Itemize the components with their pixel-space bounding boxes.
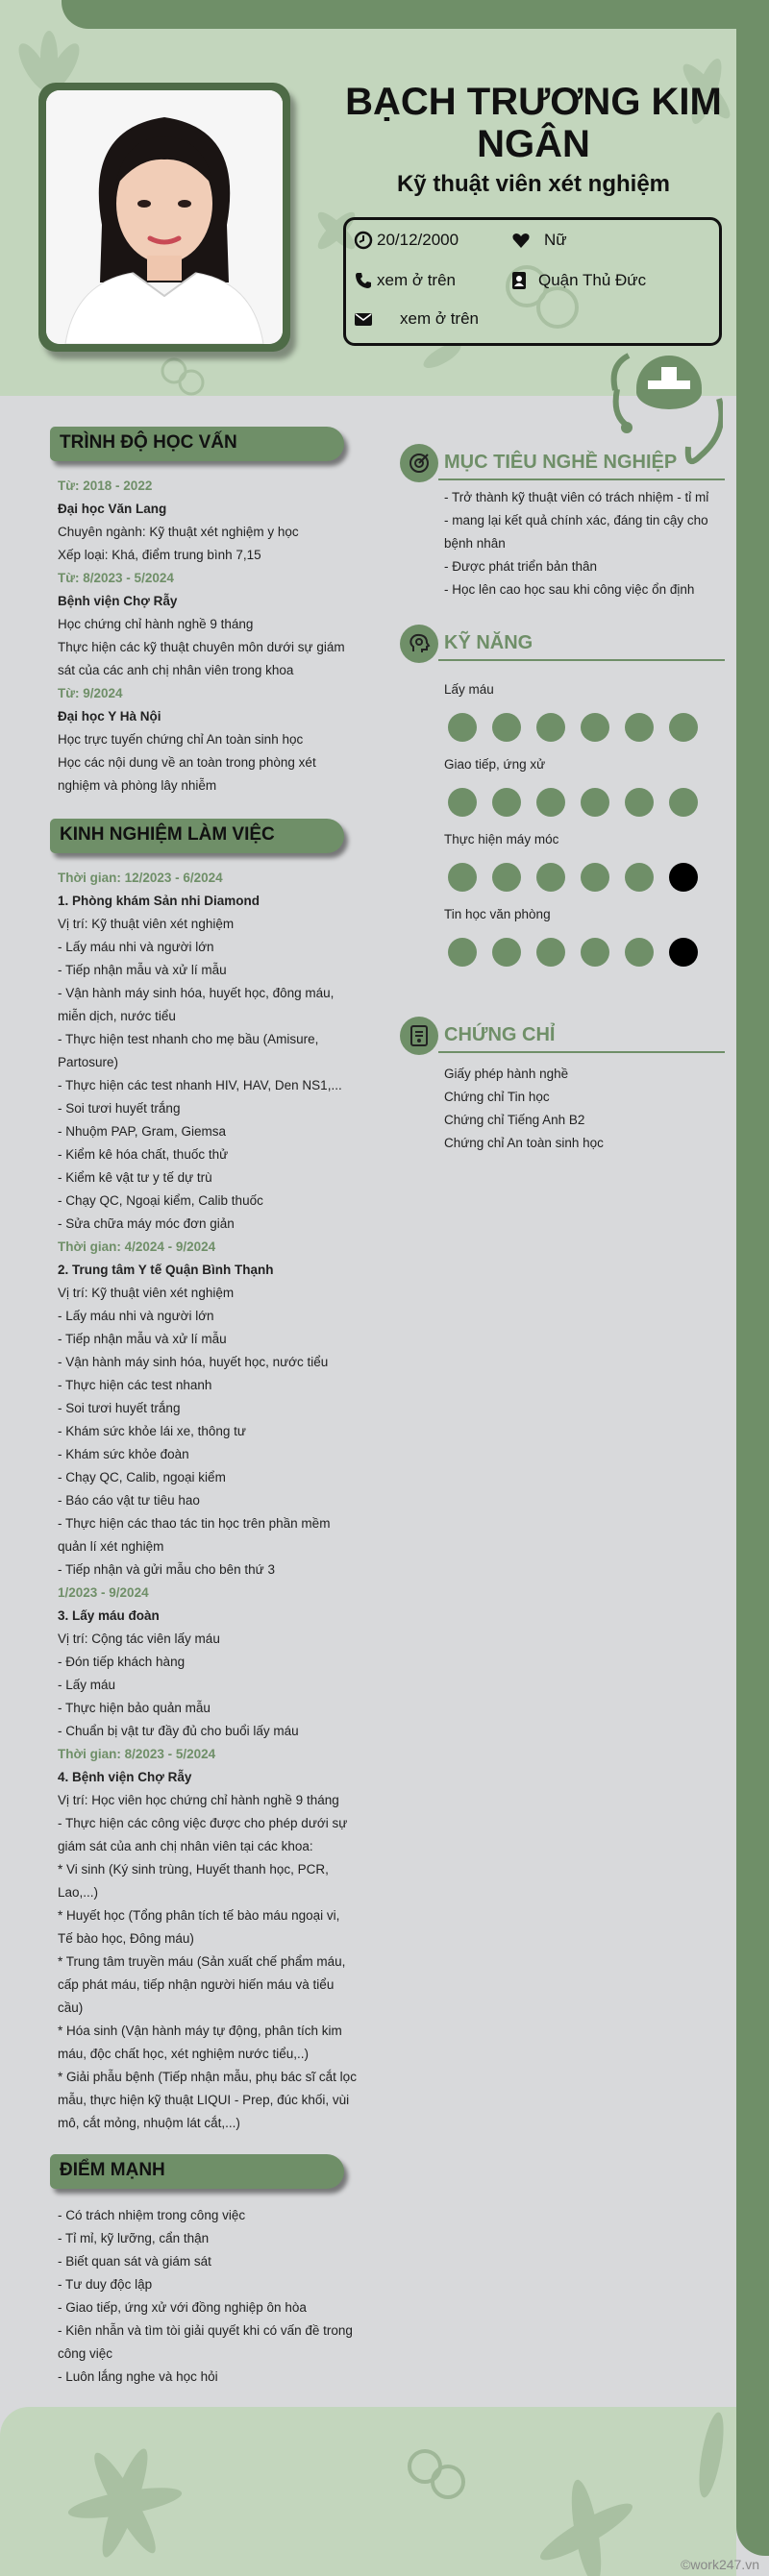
- job-line: - Thực hiện các test nhanh HIV, HAV, Den NS1,...: [58, 1078, 342, 1092]
- gender-info: [509, 231, 567, 250]
- skill-name: Giao tiếp, ứng xử: [444, 757, 546, 772]
- job-line: - Chạy QC, Ngoại kiểm, Calib thuốc: [58, 1193, 263, 1208]
- objective-section-header: [400, 444, 725, 482]
- skill-dot-filled: [669, 788, 698, 817]
- section-divider: [438, 478, 725, 480]
- job-place: 4. Bệnh viện Chợ Rẫy: [58, 1770, 192, 1784]
- certificate-item: Giấy phép hành nghề: [444, 1067, 569, 1081]
- job-line: - Lấy máu nhi và người lớn: [58, 1309, 214, 1323]
- education-time: Từ: 9/2024: [58, 686, 123, 700]
- job-line: - Tiếp nhận và gửi mẫu cho bên thứ 3: [58, 1562, 275, 1577]
- address-text: Quận Thủ Đức: [538, 271, 647, 289]
- objective-item: - Được phát triển bản thân: [444, 559, 597, 574]
- certificates-section-header: [400, 1017, 725, 1055]
- skill-name: Lấy máu: [444, 682, 494, 697]
- skill-rating: [448, 713, 698, 742]
- job-line: - Lấy máu: [58, 1678, 116, 1692]
- job-line: - Vận hành máy sinh hóa, huyết học, đông máu, miễn dịch, nước tiểu: [58, 986, 335, 1023]
- strength-item: - Kiên nhẫn và tìm tòi giải quyết khi có vấn đề trong công việc: [58, 2323, 353, 2361]
- phone-text: xem ở trên: [377, 271, 457, 289]
- job-line: * Giải phẫu bệnh (Tiếp nhận mẫu, phụ bác sĩ cắt lọc mẫu, thực hiện kỹ thuật LIQUI - Prep, đúc khối, vùi mô, cắt mỏng, nhuộm lát cắt,...): [58, 2070, 357, 2130]
- leaf-decoration-icon: [58, 2436, 192, 2570]
- job-line: - Kiểm kê vật tư y tế dự trù: [58, 1170, 212, 1185]
- job-line: Vị trí: Cộng tác viên lấy máu: [58, 1631, 220, 1646]
- certificates-title: CHỨNG CHỈ: [444, 1024, 556, 1045]
- strength-item: - Có trách nhiệm trong công việc: [58, 2208, 246, 2222]
- phone-info: [354, 271, 456, 290]
- watermark: ©work247.vn: [681, 2557, 759, 2572]
- job-time: Thời gian: 8/2023 - 5/2024: [58, 1747, 216, 1761]
- strength-item: - Giao tiếp, ứng xử với đồng nghiệp ôn hòa: [58, 2300, 307, 2315]
- skill-dot-filled: [669, 713, 698, 742]
- name-line-2: NGÂN: [477, 123, 590, 165]
- skill-dot-empty: [669, 863, 698, 892]
- certificate-item: Chứng chỉ Tin học: [444, 1090, 550, 1104]
- job-title: Kỹ thuật viên xét nghiệm: [396, 171, 671, 197]
- education-school: Bệnh viện Chợ Rẫy: [58, 594, 178, 608]
- birthday-info: [354, 231, 459, 250]
- skill-dot-filled: [536, 713, 565, 742]
- job-line: - Kiểm kê hóa chất, thuốc thử: [58, 1147, 229, 1162]
- skill-dot-empty: [669, 938, 698, 967]
- job-line: - Vận hành máy sinh hóa, huyết học, nước tiểu: [58, 1355, 329, 1369]
- strengths-title: ĐIỂM MẠNH: [60, 2160, 165, 2180]
- education-school: Đại học Y Hà Nội: [58, 709, 161, 724]
- experience-section-header: [50, 819, 344, 853]
- education-line: Học chứng chỉ hành nghề 9 tháng: [58, 617, 254, 631]
- candidate-name: [327, 81, 736, 165]
- job-line: - Đón tiếp khách hàng: [58, 1655, 186, 1669]
- leaf-decoration-icon: [673, 2407, 731, 2522]
- skill-dot-filled: [448, 863, 477, 892]
- section-divider: [438, 659, 725, 661]
- job-line: - Tiếp nhận mẫu và xử lí mẫu: [58, 963, 227, 977]
- certificate-item: Chứng chỉ An toàn sinh học: [444, 1136, 604, 1150]
- profile-photo: [46, 90, 283, 344]
- job-line: Vị trí: Kỹ thuật viên xét nghiệm: [58, 917, 235, 931]
- job-line: Vị trí: Học viên học chứng chỉ hành nghề 9 tháng: [58, 1793, 339, 1807]
- right-accent-bar: [736, 0, 769, 2556]
- job-place: 2. Trung tâm Y tế Quận Bình Thạnh: [58, 1263, 274, 1277]
- job-line: - Khám sức khỏe đoàn: [58, 1447, 189, 1461]
- skill-rating: [448, 938, 698, 967]
- skill-dot-filled: [448, 713, 477, 742]
- leaf-decoration-icon: [519, 2465, 654, 2576]
- birthday-text: 20/12/2000: [377, 231, 459, 249]
- strengths-content: [58, 2204, 358, 2389]
- strengths-section-header: [50, 2154, 344, 2189]
- gender-text: Nữ: [544, 231, 567, 249]
- skill-dot-filled: [492, 713, 521, 742]
- experience-title: KINH NGHIỆM LÀM VIỆC: [60, 824, 275, 845]
- education-line: Xếp loại: Khá, điểm trung bình 7,15: [58, 548, 261, 562]
- skill-dot-filled: [625, 788, 654, 817]
- education-line: Chuyên ngành: Kỹ thuật xét nghiệm y học: [58, 525, 299, 539]
- heart-icon: [509, 231, 533, 250]
- skill-name: Thực hiện máy móc: [444, 832, 559, 846]
- job-line: - Soi tươi huyết trắng: [58, 1401, 181, 1415]
- job-line: * Vi sinh (Ký sinh trùng, Huyết thanh học, PCR, Lao,...): [58, 1862, 329, 1900]
- skill-dot-filled: [536, 938, 565, 967]
- skill-dot-filled: [448, 788, 477, 817]
- header: [0, 0, 736, 396]
- email-text: xem ở trên: [400, 309, 480, 328]
- section-divider: [438, 1051, 725, 1053]
- job-line: - Thực hiện test nhanh cho mẹ bầu (Amisure, Partosure): [58, 1032, 319, 1069]
- person-portrait-icon: [46, 90, 283, 344]
- phone-icon: [354, 271, 373, 290]
- skill-dot-filled: [581, 863, 609, 892]
- strength-item: - Luôn lắng nghe và học hỏi: [58, 2369, 218, 2384]
- education-line: Học các nội dung về an toàn trong phòng xét nghiệm và phòng lây nhiễm: [58, 755, 316, 793]
- skill-dot-filled: [625, 713, 654, 742]
- target-icon: [400, 444, 438, 482]
- job-line: - Soi tươi huyết trắng: [58, 1101, 181, 1116]
- objective-content: [444, 486, 723, 601]
- footer-decoration: [0, 2407, 736, 2576]
- skills-section-header: [400, 625, 725, 663]
- skill-dot-filled: [492, 863, 521, 892]
- top-accent-strip: [62, 0, 736, 29]
- certificate-icon: [400, 1017, 438, 1055]
- job-line: - Thực hiện các thao tác tin học trên phần mềm quản lí xét nghiệm: [58, 1516, 331, 1554]
- strength-item: - Tư duy độc lập: [58, 2277, 153, 2292]
- education-title: TRÌNH ĐỘ HỌC VẤN: [60, 432, 237, 453]
- job-line: - Sửa chữa máy móc đơn giản: [58, 1216, 235, 1231]
- name-line-1: BẠCH TRƯƠNG KIM: [345, 81, 722, 123]
- job-time: Thời gian: 12/2023 - 6/2024: [58, 871, 223, 885]
- skill-name: Tin học văn phòng: [444, 907, 551, 921]
- job-time: Thời gian: 4/2024 - 9/2024: [58, 1239, 216, 1254]
- objective-item: - Trở thành kỹ thuật viên có trách nhiệm - tỉ mỉ: [444, 490, 709, 504]
- job-line: - Khám sức khỏe lái xe, thông tư: [58, 1424, 246, 1438]
- email-info: [354, 309, 479, 329]
- job-line: - Lấy máu nhi và người lớn: [58, 940, 214, 954]
- job-line: - Chạy QC, Calib, ngoại kiểm: [58, 1470, 226, 1484]
- job-line: - Thực hiện các công việc được cho phép dưới sự giám sát của anh chị nhân viên tại các khoa:: [58, 1816, 348, 1853]
- certificates-content: [444, 1063, 723, 1155]
- education-school: Đại học Văn Lang: [58, 502, 167, 516]
- education-section-header: [50, 427, 344, 461]
- skill-rating: [448, 863, 698, 892]
- education-content: [58, 475, 358, 797]
- objective-title: MỤC TIÊU NGHỀ NGHIỆP: [444, 452, 678, 473]
- education-time: Từ: 8/2023 - 5/2024: [58, 571, 174, 585]
- skill-dot-filled: [581, 713, 609, 742]
- skill-dot-filled: [492, 788, 521, 817]
- strength-item: - Tỉ mỉ, kỹ lưỡng, cẩn thận: [58, 2231, 210, 2245]
- skill-dot-filled: [536, 788, 565, 817]
- clock-icon: [354, 231, 373, 250]
- experience-content: [58, 867, 358, 2135]
- job-line: * Trung tâm truyền máu (Sản xuất chế phẩm máu, cấp phát máu, tiếp nhận người hiến máu và tiểu cầu): [58, 1954, 346, 2015]
- skill-dot-filled: [581, 788, 609, 817]
- pills-decoration-icon: [159, 356, 207, 396]
- skill-dot-filled: [492, 938, 521, 967]
- job-line: - Báo cáo vật tư tiêu hao: [58, 1493, 200, 1508]
- skill-dot-filled: [448, 938, 477, 967]
- skill-dot-filled: [536, 863, 565, 892]
- job-line: - Tiếp nhận mẫu và xử lí mẫu: [58, 1332, 227, 1346]
- job-line: * Hóa sinh (Vận hành máy tự động, phân tích kim máu, độc chất học, xét nghiệm nước tiểu,..): [58, 2024, 342, 2061]
- objective-item: - Học lên cao học sau khi công việc ổn định: [444, 582, 695, 597]
- address-card-icon: [509, 271, 529, 290]
- objective-item: - mang lại kết quả chính xác, đáng tin cậy cho bệnh nhân: [444, 513, 708, 551]
- skill-dot-filled: [625, 938, 654, 967]
- certificate-item: Chứng chỉ Tiếng Anh B2: [444, 1113, 585, 1127]
- brain-gear-icon: [400, 625, 438, 663]
- job-line: - Thực hiện các test nhanh: [58, 1378, 212, 1392]
- skill-dot-filled: [625, 863, 654, 892]
- pills-decoration-icon: [404, 2445, 471, 2503]
- email-icon: [354, 309, 373, 329]
- address-info: [509, 271, 646, 290]
- education-line: Học trực tuyến chứng chỉ An toàn sinh học: [58, 732, 304, 747]
- education-time: Từ: 2018 - 2022: [58, 478, 153, 493]
- job-line: - Chuẩn bị vật tư đầy đủ cho buổi lấy máu: [58, 1724, 299, 1738]
- job-place: 3. Lấy máu đoàn: [58, 1608, 160, 1623]
- skills-title: KỸ NĂNG: [444, 632, 533, 653]
- job-line: * Huyết học (Tổng phân tích tế bào máu ngoại vi, Tế bào học, Đông máu): [58, 1908, 340, 1946]
- education-line: Thực hiện các kỹ thuật chuyên môn dưới sự giám sát của các anh chị nhân viên trong khoa: [58, 640, 345, 677]
- strength-item: - Biết quan sát và giám sát: [58, 2254, 211, 2269]
- skill-dot-filled: [581, 938, 609, 967]
- job-place: 1. Phòng khám Sản nhi Diamond: [58, 894, 260, 908]
- job-line: Vị trí: Kỹ thuật viên xét nghiệm: [58, 1286, 235, 1300]
- job-line: - Nhuộm PAP, Gram, Giemsa: [58, 1124, 227, 1139]
- job-line: - Thực hiện bảo quản mẫu: [58, 1701, 211, 1715]
- skill-rating: [448, 788, 698, 817]
- job-time: 1/2023 - 9/2024: [58, 1585, 149, 1600]
